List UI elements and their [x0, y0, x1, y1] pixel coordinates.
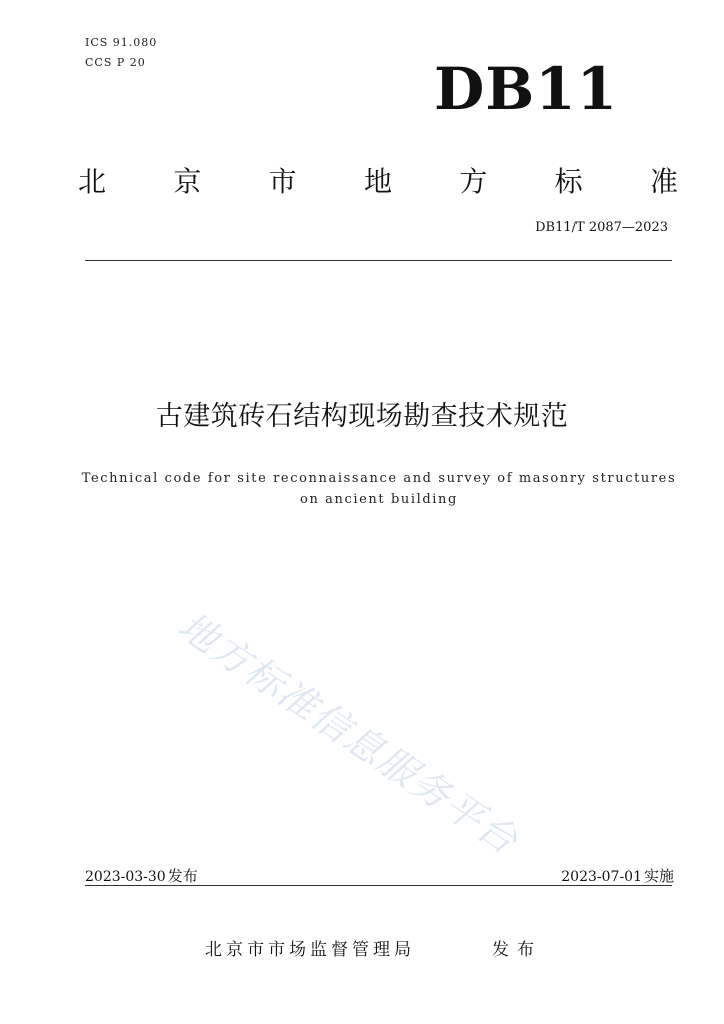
english-title-line-2: on ancient building — [300, 492, 458, 507]
ics-code: ICS 91.080 — [85, 36, 158, 49]
ccs-code: CCS P 20 — [85, 56, 146, 69]
standard-category-char: 京 — [173, 165, 202, 198]
standard-category-title — [78, 160, 678, 200]
issue-date-label: 发布 — [167, 867, 198, 885]
implementation-date — [561, 865, 674, 886]
implementation-date-label: 实施 — [643, 867, 674, 885]
standard-category-char: 地 — [363, 165, 392, 198]
bottom-divider — [85, 885, 672, 886]
publisher-name: 北京市市场监督管理局 — [205, 940, 415, 960]
watermark: 地方标准信息服务平台 — [170, 603, 527, 864]
implementation-date-value: 2023-07-01 — [561, 869, 642, 885]
publish-label: 发布 — [492, 940, 542, 960]
standard-category-char: 准 — [649, 165, 678, 198]
standard-number: DB11/T 2087—2023 — [535, 220, 668, 235]
english-title-line-1: Technical code for site reconnaissance and survey of masonry structures — [81, 471, 677, 486]
db11-logo: DB11 — [433, 55, 618, 123]
issue-date-value: 2023-03-30 — [85, 869, 166, 885]
chinese-title: 古建筑砖石结构现场勘查技术规范 — [155, 401, 569, 432]
top-divider — [85, 260, 672, 261]
standard-category-char: 标 — [554, 165, 583, 198]
standard-category-char: 北 — [78, 165, 107, 198]
standard-category-char: 市 — [268, 165, 297, 198]
standard-category-char: 方 — [459, 165, 488, 198]
issue-date — [85, 865, 198, 886]
